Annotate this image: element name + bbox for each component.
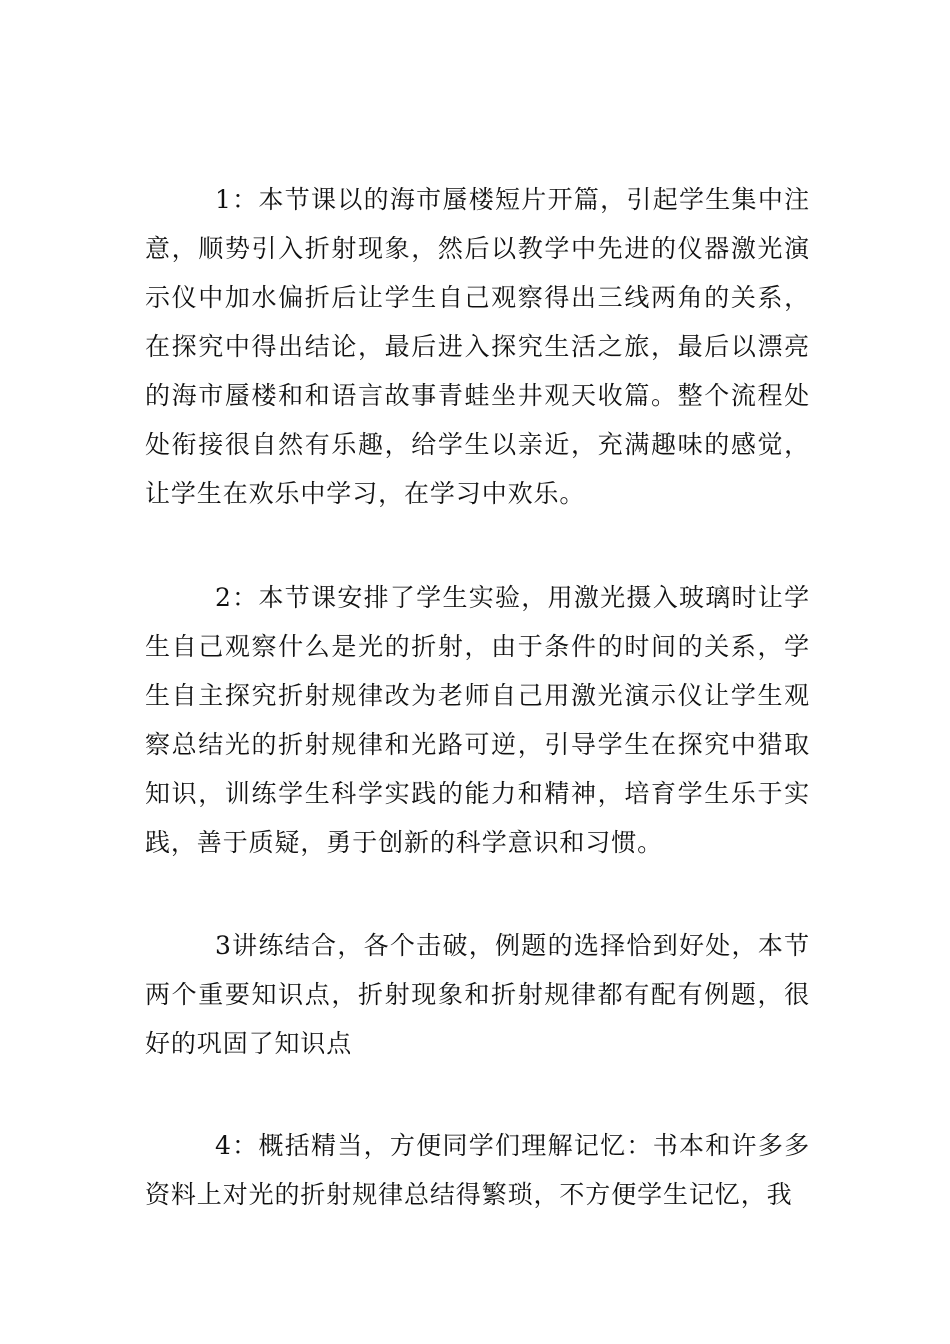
- paragraph-1: 1：本节课以的海市蜃楼短片开篇，引起学生集中注意，顺势引入折射现象，然后以教学中先进的仪器激光演示仪中加水偏折后让学生自己观察得出三线两角的关系，在探究中得出结论，最后进入探究生活之旅，最后以漂亮的海市蜃楼和和语言故事青蛙坐井观天收篇。整个流程处处衔接很自然有乐趣，给学生以亲近，充满趣味的感觉，让学生在欢乐中学习，在学习中欢乐。: [145, 185, 810, 508]
- paragraph-2: 2：本节课安排了学生实验，用激光摄入玻璃时让学生自己观察什么是光的折射，由于条件的时间的关系，学生自主探究折射规律改为老师自己用激光演示仪让学生观察总结光的折射规律和光路可逆，引导学生在探究中猎取知识，训练学生科学实践的能力和精神，培育学生乐于实践，善于质疑，勇于创新的科学意识和习惯。: [145, 583, 810, 857]
- paragraph-3: 3讲练结合，各个击破，例题的选择恰到好处，本节两个重要知识点，折射现象和折射规律都有配有例题，很好的巩固了知识点: [145, 931, 810, 1058]
- paragraph-4: 4：概括精当，方便同学们理解记忆：书本和许多多资料上对光的折射规律总结得繁琐，不方便学生记忆，我: [145, 1131, 810, 1209]
